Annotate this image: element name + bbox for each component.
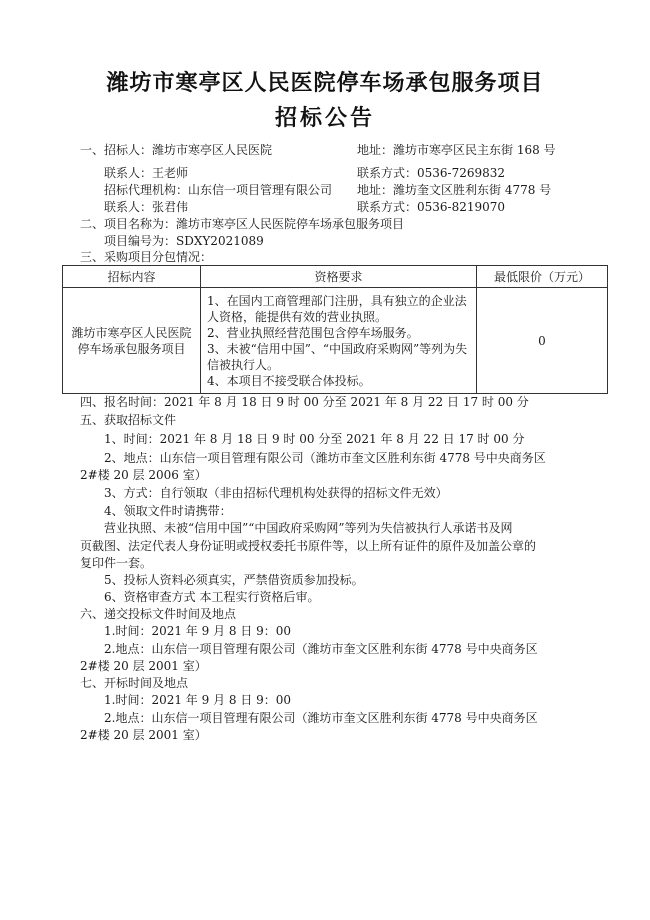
doc-title: 潍坊市寒亭区人民医院停车场承包服务项目	[106, 71, 544, 96]
obtain-method: 3、方式：自行领取（非由招标代理机构处获得的招标文件无效）	[104, 486, 448, 500]
requirement-item: 4、本项目不接受联合体投标。	[207, 373, 371, 388]
cell-content	[63, 288, 201, 394]
table-row	[63, 288, 608, 394]
submission-place: 2.地点：山东信一项目管理有限公司（潍坊市奎文区胜利东街 4778 号中央商务区	[104, 642, 538, 656]
bring-docs-detail: 复印件一套。	[80, 556, 153, 570]
package-table	[62, 265, 608, 394]
bring-docs: 4、领取文件时请携带：	[104, 504, 232, 518]
tenderer-address: 地址：潍坊市寒亭区民主东街 168 号	[357, 143, 556, 157]
requirement-item: 2、营业执照经营范围包含停车场服务。	[207, 325, 419, 340]
opening-place: 2.地点：山东信一项目管理有限公司（潍坊市奎文区胜利东街 4778 号中央商务区	[104, 711, 538, 725]
tenderer-phone: 联系方式：0536-7269832	[357, 166, 506, 180]
obtain-time: 1、时间：2021 年 8 月 18 日 9 时 00 分至 2021 年 8 月 22 日 17 时 00 分	[104, 432, 525, 446]
project-name: 二、项目名称为：潍坊市寒亭区人民医院停车场承包服务项目	[80, 217, 405, 231]
package-heading: 三、采购项目分包情况：	[80, 250, 213, 264]
submission-time: 1.时间：2021 年 9 月 8 日 9：00	[104, 624, 292, 638]
submission-place-cont: 2#楼 20 层 2001 室）	[80, 659, 207, 673]
table-header-row	[63, 266, 608, 288]
agency-contact: 联系人：张君伟	[104, 200, 189, 214]
opening-time: 1.时间：2021 年 9 月 8 日 9：00	[104, 693, 292, 707]
opening-heading: 七、开标时间及地点	[80, 676, 189, 690]
header-price: 最低限价（万元）	[477, 266, 608, 288]
project-code: 项目编号为：SDXY2021089	[104, 234, 264, 248]
qualification-review: 6、资格审查方式 本工程实行资格后审。	[104, 590, 320, 604]
agency-phone: 联系方式：0536-8219070	[357, 200, 506, 214]
bring-docs-detail: 营业执照、未被“信用中国”“中国政府采购网”等列为失信被执行人承诺书及网	[104, 521, 513, 535]
cell-price: 0	[477, 288, 608, 394]
content-line: 潍坊市寒亭区人民医院	[71, 325, 192, 340]
cell-requirements	[201, 288, 477, 394]
registration-time: 四、报名时间：2021 年 8 月 18 日 9 时 00 分至 2021 年 8 月 22 日 17 时 00 分	[80, 395, 529, 409]
header-content: 招标内容	[63, 266, 201, 288]
requirement-item: 3、未被“信用中国”、“中国政府采购网”等列为失信被执行人。	[207, 341, 468, 372]
submission-heading: 六、递交投标文件时间及地点	[80, 607, 237, 621]
obtain-docs-heading: 五、获取招标文件	[80, 413, 177, 427]
bring-docs-detail: 页截图、法定代表人身份证明或授权委托书原件等，以上所有证件的原件及加盖公章的	[80, 539, 537, 553]
agency-address: 地址：潍坊奎文区胜利东街 4778 号	[357, 183, 552, 197]
obtain-place-cont: 2#楼 20 层 2006 室）	[80, 468, 207, 482]
doc-subtitle: 招标公告	[274, 106, 375, 131]
genuine-materials: 5、投标人资料必须真实，严禁借资质参加投标。	[104, 573, 364, 587]
header-requirements: 资格要求	[201, 266, 477, 288]
tenderer-contact: 联系人：王老师	[104, 166, 189, 180]
tenderer-line: 一、招标人：潍坊市寒亭区人民医院	[80, 143, 273, 157]
requirement-item: 1、在国内工商管理部门注册，具有独立的企业法人资格，能提供有效的营业执照。	[207, 293, 467, 324]
obtain-place: 2、地点：山东信一项目管理有限公司（潍坊市奎文区胜利东街 4778 号中央商务区	[104, 451, 546, 465]
opening-place-cont: 2#楼 20 层 2001 室）	[80, 728, 207, 742]
agency-line: 招标代理机构：山东信一项目管理有限公司	[104, 183, 333, 197]
content-line: 停车场承包服务项目	[77, 341, 186, 356]
